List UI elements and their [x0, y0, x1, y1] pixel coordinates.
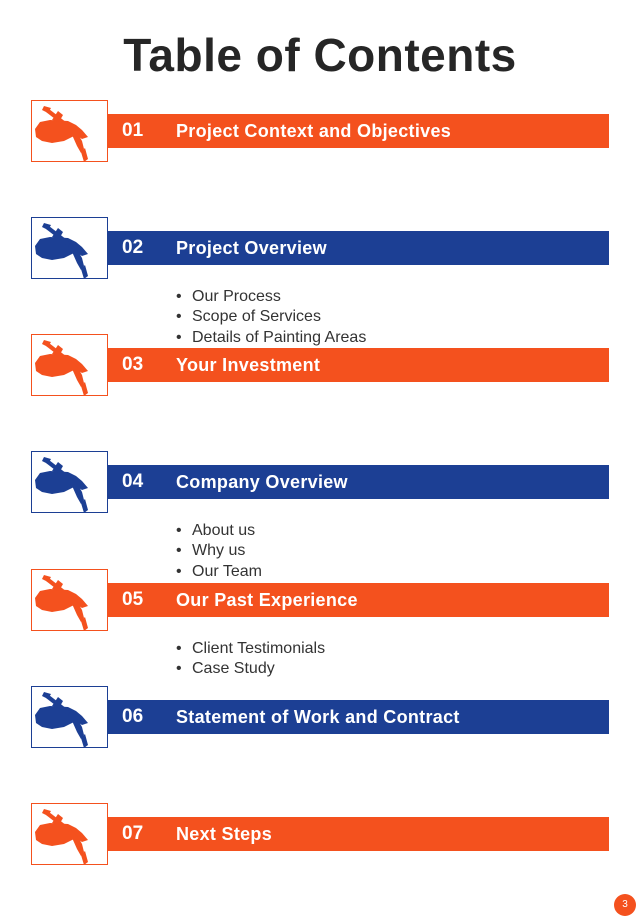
toc-subitem-label: Scope of Services — [192, 308, 321, 326]
page-title: Table of Contents — [123, 29, 517, 81]
toc-subitem[interactable] — [176, 307, 366, 327]
toc-section — [0, 686, 640, 752]
toc-section-number: 03 — [122, 354, 144, 375]
toc-section — [0, 803, 640, 869]
toc-subitem-label: Why us — [192, 542, 246, 560]
toc-section-label: Our Past Experience — [176, 590, 358, 610]
toc-subitem-label: About us — [192, 522, 256, 539]
toc-section-label: Project Overview — [176, 238, 327, 258]
toc-section-bar[interactable] — [88, 817, 609, 851]
painting-hand-icon — [31, 334, 108, 396]
toc-section-bar[interactable] — [88, 700, 609, 734]
toc-section-number: 04 — [122, 471, 144, 492]
toc-section-number: 01 — [122, 120, 144, 141]
painting-hand-icon-graphic — [32, 218, 109, 280]
toc-section — [0, 334, 640, 400]
painting-hand-icon — [31, 451, 108, 513]
toc-subitem-label: Our Team — [192, 562, 262, 580]
toc-subitem[interactable] — [176, 287, 366, 307]
toc-subitem-label: Details of Painting Areas — [192, 328, 367, 346]
painting-hand-icon — [31, 217, 108, 279]
painting-hand-icon — [31, 100, 108, 162]
painting-hand-icon-graphic — [32, 687, 109, 749]
toc-subitem-label: Case Study — [192, 660, 275, 678]
toc-subitem-list — [176, 639, 325, 680]
toc-section — [0, 569, 640, 635]
toc-section-bar[interactable] — [88, 348, 609, 382]
painting-hand-icon-graphic — [32, 101, 109, 163]
toc-subitem[interactable] — [176, 541, 262, 561]
toc-subitem-label: Client Testimonials — [192, 640, 326, 657]
toc-section-label: Your Investment — [176, 355, 321, 375]
painting-hand-icon — [31, 803, 108, 865]
toc-section-number: 06 — [122, 706, 144, 727]
toc-section-number: 02 — [122, 237, 144, 258]
toc-subitem[interactable] — [176, 521, 262, 541]
painting-hand-icon — [31, 569, 108, 631]
toc-subitem[interactable] — [176, 659, 325, 679]
painting-hand-icon-graphic — [32, 804, 109, 866]
painting-hand-icon — [31, 686, 108, 748]
toc-subitem-label: Our Process — [192, 288, 281, 305]
toc-section-bar[interactable] — [88, 583, 609, 617]
toc-section-label: Project Context and Objectives — [176, 121, 452, 141]
painting-hand-icon-graphic — [32, 570, 109, 632]
toc-section — [0, 451, 640, 517]
toc-section-bar[interactable] — [88, 465, 609, 499]
toc-section-bar[interactable] — [88, 114, 609, 148]
painting-hand-icon-graphic — [32, 335, 109, 397]
toc-section-label: Statement of Work and Contract — [176, 707, 460, 727]
toc-section-number: 05 — [122, 589, 144, 610]
toc-section-label: Company Overview — [176, 472, 348, 492]
painting-hand-icon-graphic — [32, 452, 109, 514]
page-number-badge: 3 — [614, 894, 636, 916]
toc-section — [0, 217, 640, 283]
toc-section — [0, 100, 640, 166]
toc-subitem[interactable] — [176, 639, 325, 659]
toc-section-label: Next Steps — [176, 824, 273, 844]
toc-section-bar[interactable] — [88, 231, 609, 265]
toc-section-number: 07 — [122, 823, 144, 844]
